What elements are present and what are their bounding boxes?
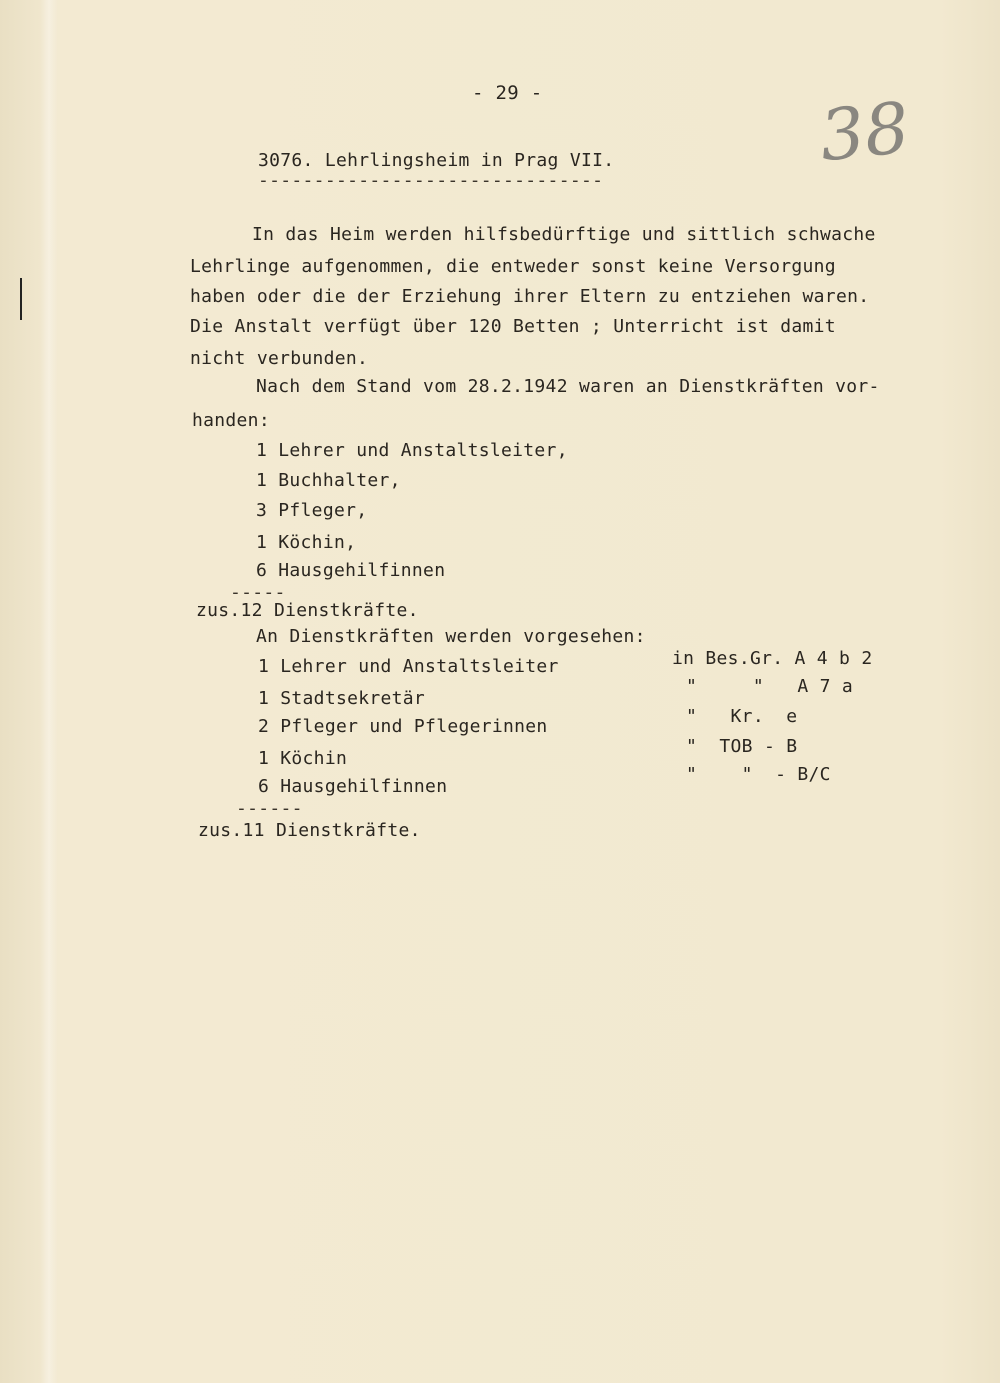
staff-item: 1 Lehrer und Anstaltsleiter, [256, 440, 568, 461]
staff-item: 3 Pfleger, [256, 500, 368, 521]
paragraph-line: In das Heim werden hilfsbedürftige und sittlich schwache [252, 224, 876, 245]
planned-item: 1 Stadtsekretär [258, 688, 426, 709]
staff-item: 1 Köchin, [256, 532, 357, 553]
total-planned: zus.11 Dienstkräfte. [198, 820, 421, 841]
page-number: - 29 - [472, 82, 543, 104]
margin-mark [20, 278, 22, 320]
pay-group: in Bes.Gr. A 4 b 2 [672, 648, 873, 669]
archive-number-handwritten: 38 [815, 86, 914, 178]
planned-item: 1 Lehrer und Anstaltsleiter [258, 656, 559, 677]
planned-intro: An Dienstkräften werden vorgesehen: [256, 626, 646, 647]
section-heading: 3076. Lehrlingsheim in Prag VII. [258, 150, 615, 171]
pay-group: " Kr. e [686, 706, 798, 727]
planned-item: 2 Pfleger und Pflegerinnen [258, 716, 548, 737]
total-existing: zus.12 Dienstkräfte. [196, 600, 419, 621]
pay-group: " " - B/C [686, 764, 831, 785]
paragraph-line: handen: [192, 410, 270, 431]
planned-item: 6 Hausgehilfinnen [258, 776, 448, 797]
staff-item: 1 Buchhalter, [256, 470, 401, 491]
sum-rule: ----- [230, 582, 286, 603]
paragraph-line: Nach dem Stand vom 28.2.1942 waren an Dienstkräften vor- [256, 376, 880, 397]
paragraph-line: nicht verbunden. [190, 348, 369, 369]
paper-fold [40, 0, 58, 1383]
paragraph-line: Die Anstalt verfügt über 120 Betten ; Unterricht ist damit [190, 316, 836, 337]
heading-underline: ------------------------------- [258, 170, 604, 191]
planned-item: 1 Köchin [258, 748, 348, 769]
pay-group: " " A 7 a [686, 676, 854, 697]
paragraph-line: Lehrlinge aufgenommen, die entweder sonst keine Versorgung [190, 256, 836, 277]
pay-group: " TOB - B [686, 736, 798, 757]
staff-item: 6 Hausgehilfinnen [256, 560, 446, 581]
sum-rule: ------ [236, 798, 303, 819]
paragraph-line: haben oder die der Erziehung ihrer Eltern zu entziehen waren. [190, 286, 870, 307]
